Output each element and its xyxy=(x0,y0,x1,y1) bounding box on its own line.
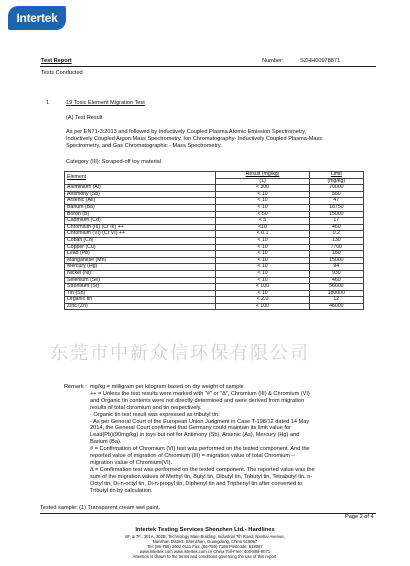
method-paragraph xyxy=(66,129,362,150)
table-row xyxy=(65,244,364,251)
limit-cell: 12 xyxy=(309,297,363,304)
limit-cell: 460 xyxy=(309,224,363,231)
tests-conducted: Tests Conducted xyxy=(41,70,83,76)
result-cell: < 10 xyxy=(216,237,309,244)
report-number: SZHH00978871 xyxy=(300,58,341,64)
remark-line: Lead(Pb)(90mg/kg) in toys but not for Antimony (Sb), Arsenic (As), Mercury (Hg) and xyxy=(90,432,300,439)
intertek-logo: Intertek xyxy=(8,6,66,30)
remark-line: # = Confirmation of Chromium (VI) test was performed on the tested component. And the xyxy=(90,446,310,453)
limit-cell: 7700 xyxy=(309,244,363,251)
footer-company: Intertek Testing Services Shenzhen Ltd.- Hardlines xyxy=(135,527,275,533)
remark-lines xyxy=(64,384,360,495)
element-cell: Barium (Ba) xyxy=(65,204,216,211)
remark-line: Δ = Confirmation test was performed on the tested component. The reported value was the xyxy=(90,466,315,473)
table-body xyxy=(65,185,364,310)
report-title: Test Report xyxy=(41,58,72,64)
limit-cell: 15000 xyxy=(309,211,363,218)
remark-line: Octyl tin, Di-n-octyl tin, Di-n-propyl tin, Diphenyl tin and Triphenyl tin after converted to xyxy=(90,480,303,487)
table-row xyxy=(65,290,364,297)
result-cell: < 100 xyxy=(216,284,309,291)
result-cell: < 10 xyxy=(216,257,309,264)
remark-line: ++ = Unless the test results were marked with "#" or "Δ", Chromium (III) & Chromium (VI) xyxy=(90,390,310,397)
result-cell: < 10 xyxy=(216,264,309,271)
result-cell: < 50 xyxy=(216,211,309,218)
element-cell: Mercury (Hg) xyxy=(65,264,216,271)
method-line: Spectrometry, and Gas Chromatographic - Mass Spectrometry. xyxy=(66,143,222,149)
limit-cell: 930 xyxy=(309,270,363,277)
limit-cell: 18750 xyxy=(309,204,363,211)
limit-cell: 130 xyxy=(309,237,363,244)
limit-cell: 180000 xyxy=(309,290,363,297)
table-row xyxy=(65,270,364,277)
remark-line: - Organic tin test result was expressed as tributyl tin. xyxy=(90,411,220,418)
remark-label: Remark : xyxy=(64,384,87,390)
col-element: Element xyxy=(65,172,216,185)
element-cell: Lead (Pb) xyxy=(65,251,216,258)
remark-line: sum of the migration values of Methyl tin, Butyl tin, Dibutyl tin, Tributyl tin, Tetrabutyl tin, n- xyxy=(90,473,313,480)
element-cell: Zinc (Zn) xyxy=(65,303,216,310)
result-cell: < 5 xyxy=(216,218,309,225)
element-cell: Chromium (III) (Cr III) ++ xyxy=(65,224,216,231)
remarks-block xyxy=(64,384,360,495)
section-number: 1 xyxy=(46,100,50,106)
result-cell: <10 xyxy=(216,224,309,231)
table-row xyxy=(65,251,364,258)
table-row xyxy=(65,185,364,192)
method-line: Inductively Coupled Argon Mass Spectrometry, Ion Chromatography- Inductively Coupled Plasma-Mass xyxy=(66,136,323,142)
limit-cell: 15000 xyxy=(309,257,363,264)
watermark: 东莞市中新众信环保有限公司 xyxy=(50,343,310,364)
footer-contact: Tel: (86-755) 2602 0111 Fax: (86-755) 7189 Postcode: 518067 xyxy=(147,544,263,549)
limit-cell: 94 xyxy=(309,264,363,271)
table-row xyxy=(65,198,364,205)
footer-web: www.intertek.com www.intertek.com.cn China Toll-Free: 400-888-9071 xyxy=(139,549,271,555)
limit-cell: 70000 xyxy=(309,185,363,192)
element-cell: Strontium (Sr) xyxy=(65,284,216,291)
table-row xyxy=(65,237,364,244)
table-row xyxy=(65,257,364,264)
table-row xyxy=(65,231,364,238)
result-cell: < 10 xyxy=(216,270,309,277)
limit-cell: 56000 xyxy=(309,284,363,291)
result-cell: < 100 xyxy=(216,303,309,310)
tested-sample: Tested sample: (1) Transparent cream wet paint. xyxy=(40,505,161,511)
footer xyxy=(0,527,410,560)
table-header-row xyxy=(65,172,364,179)
table-row xyxy=(65,204,364,211)
element-cell: Chromium (VI) (Cr VI) ++ xyxy=(65,231,216,238)
remark-line: mg/kg = milligram per kilogram based on dry weight of sample xyxy=(90,384,244,390)
remark-line: reported value of migration of Chromium (III) = migration value of total Chromium – xyxy=(90,453,295,460)
element-cell: Aluminium (Al) xyxy=(65,185,216,192)
remark-line: results of total chromium and tin respectively. xyxy=(90,404,202,411)
result-cell: < 10 xyxy=(216,204,309,211)
table-row xyxy=(65,297,364,304)
number-label: Number: xyxy=(262,58,284,64)
col-limit: Limit xyxy=(309,172,363,179)
footer-attention: Attention is drawn to the terms and conditions governing the use of this report. xyxy=(132,554,278,560)
table-row xyxy=(65,191,364,198)
result-cell: < 0.1 xyxy=(216,231,309,238)
element-cell: Nickel (Ni) xyxy=(65,270,216,277)
remark-line: and Organic tin contents were not directly determined and were derived from migration xyxy=(90,397,305,404)
col-result: Result (mg/kg) xyxy=(216,172,309,179)
limit-cell: 46000 xyxy=(309,303,363,310)
remark-line: Barium (Ba). xyxy=(90,439,122,446)
limit-cell: 560 xyxy=(309,191,363,198)
limit-cell: 0.2 xyxy=(309,231,363,238)
element-cell: Antimony (Sb) xyxy=(65,191,216,198)
table-row xyxy=(65,303,364,310)
footer-address-1: 6F, & 7F., 301A, 302B, Technology Main Building, Industrial 7th Road, Nanhai Avenue, xyxy=(125,533,285,539)
category-label: Category (III): Scraped-off toy material xyxy=(66,159,162,165)
element-cell: Manganese (Mn) xyxy=(65,257,216,264)
result-cell: < 10 xyxy=(216,290,309,297)
limit-cell: 17 xyxy=(309,218,363,225)
result-cell: < 2.0 xyxy=(216,297,309,304)
footer-address-2: Nanshan District, Shenzhen, Guangdong, China 518067 xyxy=(152,538,258,544)
result-cell: < 10 xyxy=(216,277,309,284)
sample-divider xyxy=(40,513,376,514)
element-cell: Tin (Sn) xyxy=(65,290,216,297)
method-line: As per EN71-3:2013 and followed by Inductively Coupled Plasma Atomic Emission Spectrometry, xyxy=(66,129,307,135)
element-cell: Organic tin xyxy=(65,297,216,304)
element-cell: Cadmium (Cd) xyxy=(65,218,216,225)
section-subtitle: (A) Test Result xyxy=(66,115,103,121)
result-cell: < 10 xyxy=(216,198,309,205)
remark-line: 2014, the General Court confirmed that Germany could maintain its limit value for xyxy=(90,425,291,432)
result-cell: < 10 xyxy=(216,244,309,251)
result-cell: < 10 xyxy=(216,251,309,258)
remark-line: Tributyl tin by calculation. xyxy=(90,487,153,494)
table-row xyxy=(65,264,364,271)
table-row xyxy=(65,277,364,284)
result-cell: < 300 xyxy=(216,185,309,192)
remark-line: migration value of Chromium(VI). xyxy=(90,459,173,466)
element-cell: Boron (B) xyxy=(65,211,216,218)
table-row xyxy=(65,284,364,291)
result-cell: < 10 xyxy=(216,191,309,198)
remark-line: - As per General Court of the European Union Judgment in Case T-198/12 dated 14 May xyxy=(90,418,310,425)
result-table xyxy=(64,171,364,310)
col-limit-sub: (mg/kg) xyxy=(309,178,363,185)
table-row xyxy=(65,211,364,218)
element-cell: Arsenic (As) xyxy=(65,198,216,205)
col-result-sub: (1) xyxy=(216,178,309,185)
element-cell: Cobalt (Co) xyxy=(65,237,216,244)
element-cell: Copper (Cu) xyxy=(65,244,216,251)
section-title: 19 Toxic Element Migration Test xyxy=(66,100,145,106)
limit-cell: 47 xyxy=(309,198,363,205)
limit-cell: 160 xyxy=(309,251,363,258)
limit-cell: 460 xyxy=(309,277,363,284)
header-divider xyxy=(40,66,376,67)
page-number: Page 2 of 4 xyxy=(345,514,374,520)
element-cell: Selenium (Se) xyxy=(65,277,216,284)
